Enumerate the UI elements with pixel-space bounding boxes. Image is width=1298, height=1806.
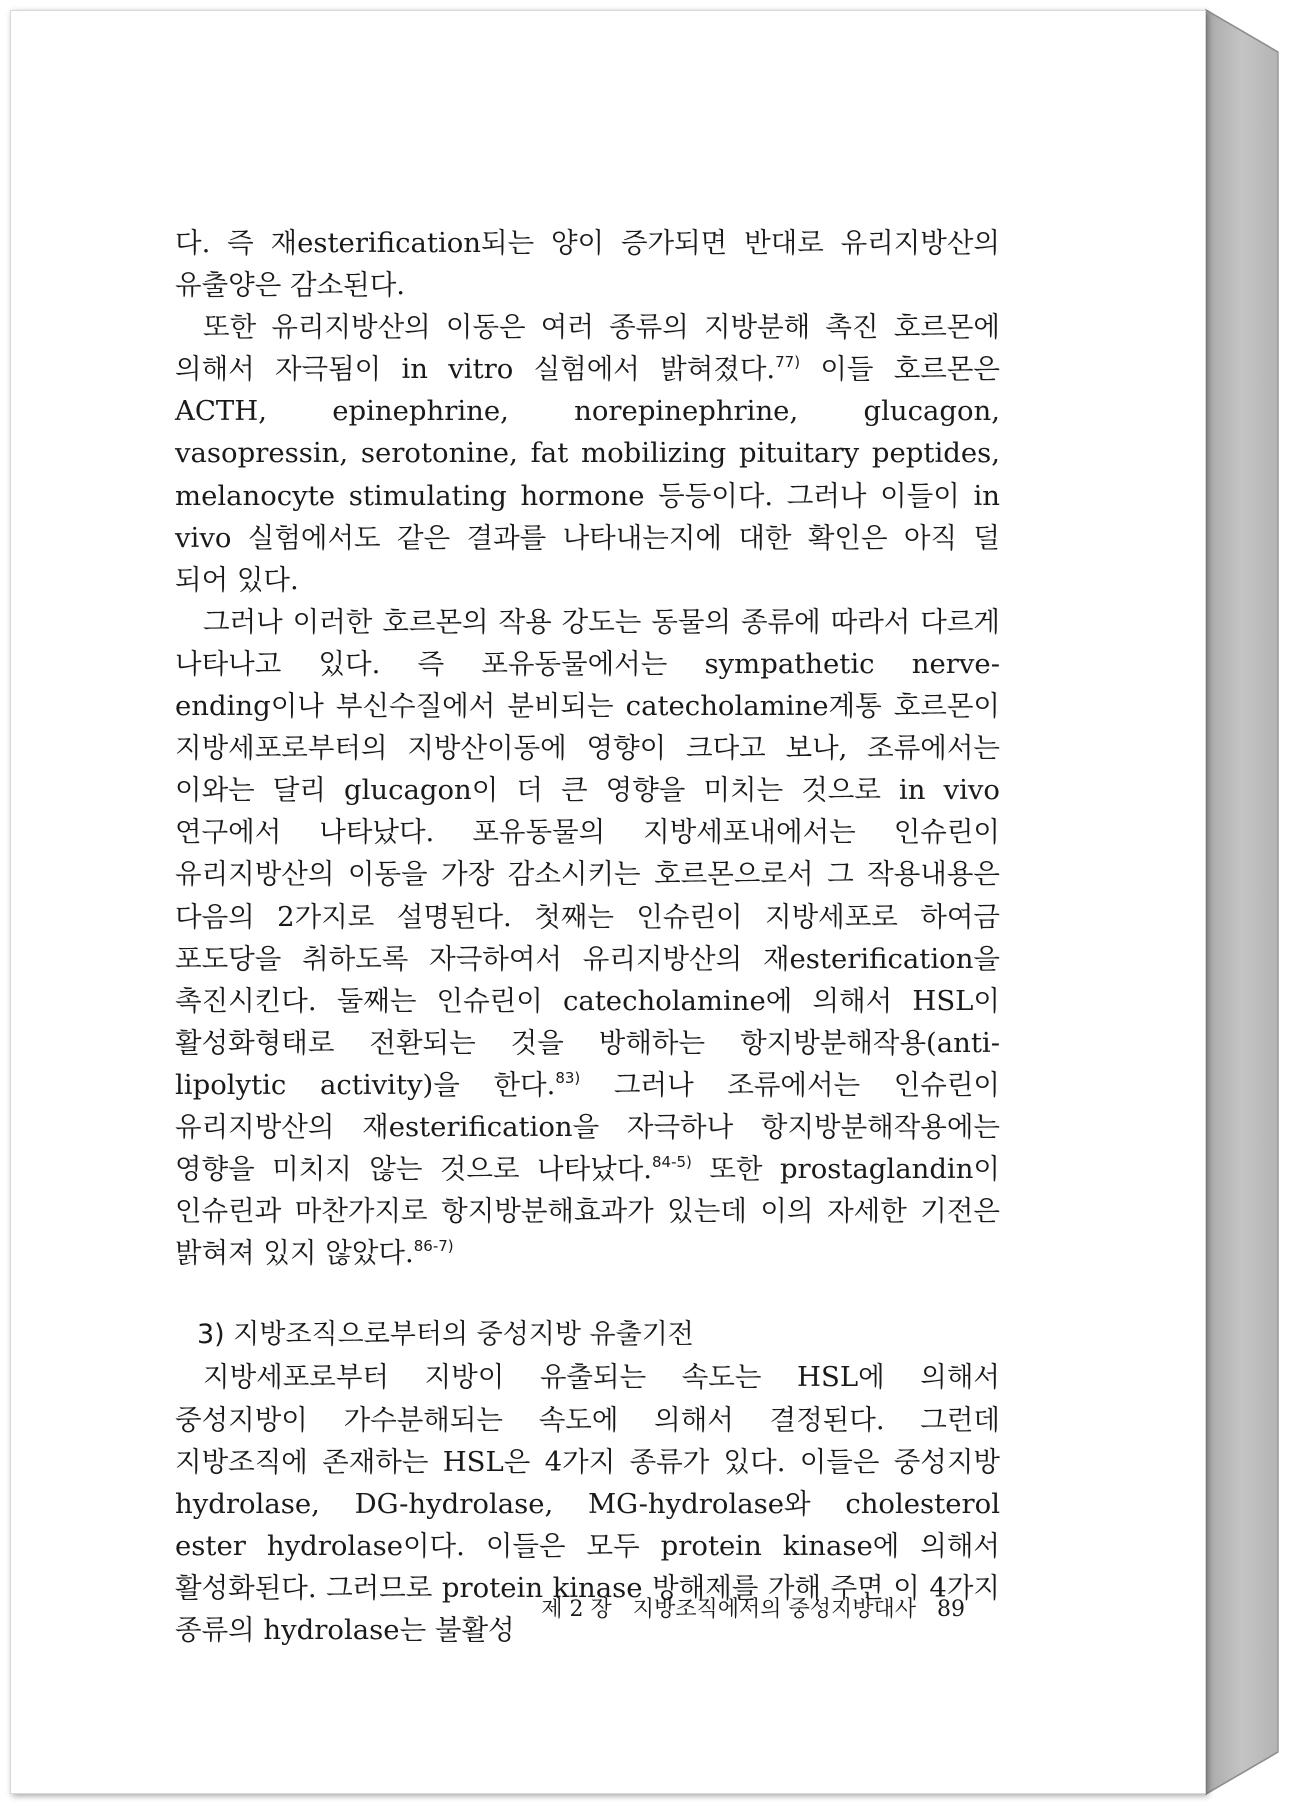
citation-ref: 84-5) [652,1153,692,1172]
paragraph-4-text: 지방세포로부터 지방이 유출되는 속도는 HSL에 의해서 중성지방이 가수분해되는 속도에 의해서 결정된다. 그런데 지방조직에 존재하는 HSL은 4가지 종류가 있다. 이들은 중성지방 hydrolase, DG-hydrolase, MG-hydrolase와 cholesterol ester hydrolase이다. 이들은 모두 protein kinase에 의해서 활성화된다. 그러므로 protein kinase 방해제를 가해 주면 이 4가지 종류의 hydrolase는 불활성 [175,1361,1000,1646]
footer-chapter: 제 2 장 [541,1597,612,1622]
citation-ref: 86-7) [413,1237,454,1256]
paragraph-3-text-c: 또한 prostaglandin이 인슈린과 마찬가지로 항지방분해효과가 있는데 이의 자세한 기전은 밝혀져 있지 않았다. [175,1153,1000,1270]
paragraph-2-text-a: 또한 유리지방산의 이동은 여러 종류의 지방분해 촉진 호르몬에 의해서 자극됨이 in vitro 실험에서 밝혀졌다. [175,311,1000,386]
paragraph-3 [175,601,1000,1275]
citation-ref: 77) [775,353,801,372]
paragraph-2-text-b: 이들 호르몬은 ACTH, epinephrine, norepinephrine, glucagon, vasopressin, serotonine, fat mobilizing pituitary peptides, melanocyte stimulating hormone 등등이다. 그러나 이들이 in vivo 실험에서도 같은 결과를 나타내는지에 대한 확인은 아직 덜 되어 있다. [175,353,1000,596]
section-heading: 3) 지방조직으로부터의 중성지방 유출기전 [197,1319,694,1351]
paragraph-3-text-a: 그러나 이러한 호르몬의 작용 강도는 동물의 종류에 따라서 다르게 나타나고 있다. 즉 포유동물에서는 sympathetic nerve-ending이나 부신수질에서 분비되는 catecholamine계통 호르몬이 지방세포로부터의 지방산이동에 영향이 크다고 보나, 조류에서는 이와는 달리 glucagon이 더 큰 영향을 미치는 것으로 in vivo 연구에서 나타났다. 포유동물의 지방세포내에서는 인슈린이 유리지방산의 이동을 가장 감소시키는 호르몬으로서 그 작용내용은 다음의 2가지로 설명된다. 첫째는 인슈린이 지방세포로 하여금 포도당을 취하도록 자극하여서 유리지방산의 재esterification을 촉진시킨다. 둘째는 인슈린이 catecholamine에 의해서 HSL이 활성화형태로 전환되는 것을 방해하는 항지방분해작용(anti-lipolytic activity)을 한다. [175,605,1000,1101]
page-body [175,222,1000,1651]
page-number: 89 [937,1597,965,1622]
citation-ref: 83) [555,1068,581,1087]
paragraph-3-text-b: 그러나 조류에서는 인슈린이 유리지방산의 재esterification을 자극하나 항지방분해작용에는 영향을 미치지 않는 것으로 나타났다. [175,1068,1000,1186]
footer-chapter-title: 지방조직에서의 중성지방대사 [632,1597,917,1622]
paragraph-1-text: 다. 즉 재esterification되는 양이 증가되면 반대로 유리지방산의 유출양은 감소된다. [175,227,1000,302]
paragraph-2 [175,306,1000,601]
running-footer [500,1592,965,1623]
paragraph-1 [175,222,1000,306]
